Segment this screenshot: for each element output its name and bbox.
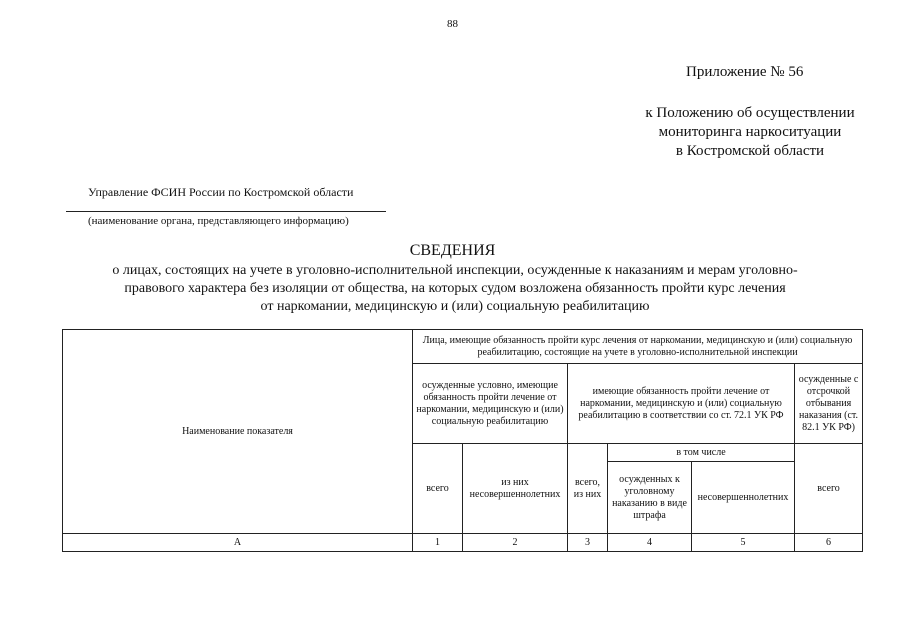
- subtitle-line: правового характера без изоляции от общества, на которых судом возложена обязанность пройти курс лечения: [124, 281, 786, 296]
- group-header: Лица, имеющие обязанность пройти курс лечения от наркомании, медицинскую и (или) социальную реабилитацию, состоящие на учете в уголовно-исполнительной инспекции: [413, 330, 863, 364]
- art72-header: имеющие обязанность пройти лечение от наркомании, медицинскую и (или) социальную реабилитацию в соответствии со ст. 72.1 УК РФ: [568, 364, 795, 444]
- page-number: 88: [447, 18, 458, 30]
- minors-header: несовершеннолетних: [692, 462, 795, 534]
- reference-line: мониторинга наркоситуации: [658, 124, 842, 140]
- appendix-reference: [600, 104, 900, 161]
- fine-header: осужденных к уголовному наказанию в виде штрафа: [608, 462, 692, 534]
- indicator-header: Наименование показателя: [63, 330, 413, 534]
- column-number: А: [63, 534, 413, 552]
- organization-caption: (наименование органа, представляющего информацию): [88, 215, 349, 227]
- deferred-header: осужденные с отсрочкой отбывания наказания (ст. 82.1 УК РФ): [795, 364, 863, 444]
- report-table: [62, 329, 863, 552]
- organization-underline: [66, 211, 386, 212]
- including-header: в том числе: [608, 444, 795, 462]
- organization-name: Управление ФСИН России по Костромской области: [88, 185, 354, 199]
- column-number: 6: [795, 534, 863, 552]
- conditional-header: осужденные условно, имеющие обязанность пройти лечение от наркомании, медицинскую и (или) социальную реабилитацию: [413, 364, 568, 444]
- document-heading: СВЕДЕНИЯ: [409, 242, 496, 259]
- deferred-total-header: всего: [795, 444, 863, 534]
- appendix-title: Приложение № 56: [686, 64, 804, 80]
- column-number: 5: [692, 534, 795, 552]
- total-of-them-header: всего, из них: [568, 444, 608, 534]
- subtitle-line: о лицах, состоящих на учете в уголовно-исполнительной инспекции, осужденные к наказаниям и мерам уголовно-: [112, 263, 798, 278]
- column-number: 4: [608, 534, 692, 552]
- column-number: 2: [463, 534, 568, 552]
- column-number: 1: [413, 534, 463, 552]
- reference-line: в Костромской области: [675, 143, 825, 159]
- subtitle-line: от наркомании, медицинскую и (или) социальную реабилитацию: [260, 299, 650, 314]
- reference-line: к Положению об осуществлении: [645, 105, 855, 121]
- minors-of-them-header: из них несовершеннолетних: [463, 444, 568, 534]
- total-header: всего: [413, 444, 463, 534]
- column-number: 3: [568, 534, 608, 552]
- document-subtitle: [60, 262, 850, 316]
